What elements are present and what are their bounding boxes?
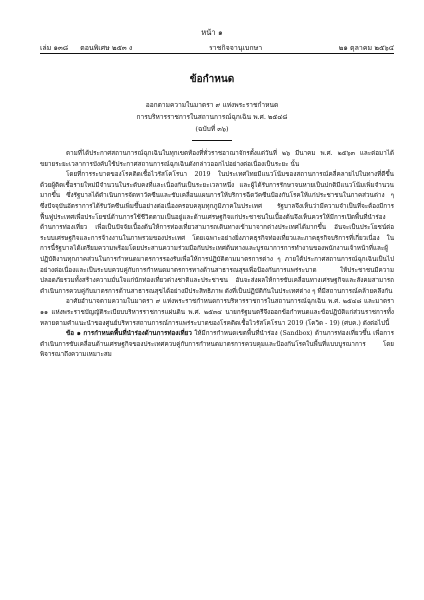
subtitle-line-3: (ฉบับที่ ๓๖): [195, 125, 229, 133]
clause-1-text: ให้มีการกำหนดเขตพื้นที่นำร่อง (Sandbox) ด้านการท่องเที่ยวขึ้น เพื่อการดำเนินการขับเคลื่อนด้านเศรษฐกิจของประเทศควบคู่กับการกำหนดมาตรการควบคุมและป้องกันโรคในพื้นที่แบบบูรณาการ โดยพิจารณาถึงความเหมาะสม: [40, 330, 394, 359]
document-title: ข้อกำหนด: [189, 74, 235, 85]
special-section: ตอนพิเศษ ๒๕๓ ง: [80, 44, 133, 52]
subtitle-line-1: ออกตามความในมาตรา ๙ แห่งพระราชกำหนด: [145, 101, 279, 109]
publish-date: ๒๑ ตุลาคม ๒๕๖๔: [338, 44, 394, 52]
clause-1-heading: ข้อ ๑ การกำหนดพื้นที่นำร่องด้านการท่องเที่ยว: [66, 330, 192, 338]
subtitle-rule: [192, 140, 232, 141]
document-body: [40, 149, 394, 361]
paragraph-rationale: โดยที่การระบาดของโรคติดเชื้อไวรัสโคโรนา 2019 ในประเทศไทยมีแนวโน้มของสถานการณ์คลี่คลายไปในทางที่ดีขึ้น ด้วยผู้ติดเชื้อรายใหม่มีจำนวนในระดับคงที่และเนื่องกันเป็นระยะเวลาหนึ่ง และผู้ได้รับการรักษาจนหายเป็นปกติมีแนวโน้มเพิ่มจำนวนมากขึ้น ซึ่งรัฐบาลได้ดำเนินการจัดหาวัคซีนและขับเคลื่อนแผนการให้บริการฉีดวัคซีนป้องกันโรคให้แก่ประชาชนในภาคส่วนต่าง ๆ ซึ่งปัจจุบันอัตราการได้รับวัคซีนเพิ่มขึ้นอย่างต่อเนื่องครอบคลุมทุกภูมิภาคในประเทศ รัฐบาลจึงเห็นว่ามีความจำเป็นที่จะต้องมีการฟื้นฟูประเทศเพื่อประโยชน์ด้านการใช้ชีวิตตามเป็นอยู่และด้านเศรษฐกิจแก่ประชาชนในเบื้องต้นจึงเห็นควรให้มีการเปิดพื้นที่นำร่องด้านการท่องเที่ยว เพื่อเป็นปัจจัยเบื้องต้นให้การท่องเที่ยวสามารถเดินทางเข้ามาจากต่างประเทศได้มากขึ้น อันจะเป็นประโยชน์ต่อระบบเศรษฐกิจและการจ้างงานในภาพรวมของประเทศ โดยเฉพาะอย่างยิ่งภาคธุรกิจท่องเที่ยวและภาคธุรกิจบริการที่เกี่ยวเนื่อง ในการนี้รัฐบาลได้เตรียมความพร้อมโดยประสานความร่วมมือกับประเทศต้นทางและบูรณาการการทำงานของพนักงานเจ้าหน้าที่และผู้ปฏิบัติงานทุกภาคส่วนในการกำหนดมาตรการรองรับเพื่อให้การปฏิบัติตามมาตรการต่าง ๆ ภายใต้ประกาศสถานการณ์ฉุกเฉินเป็นไปอย่างต่อเนื่องและเป็นระบบควบคู่กับการกำหนดมาตรการทางด้านสาธารณสุขเพื่อป้องกันการแพร่ระบาด ให้ประชาชนมีความปลอดภัยรวมทั้งสร้างความมั่นใจแก่นักท่องเที่ยวต่างชาติและประชาชน อันจะส่งผลให้การขับเคลื่อนทางเศรษฐกิจและสังคมสามารถดำเนินการควบคู่กับมาตรการด้านสาธารณสุขได้อย่างมีประสิทธิภาพ ดังที่เป็นปฏิบัติกันในประเทศต่าง ๆ ที่มีสถานการณ์คล้ายคลึงกัน: [40, 171, 394, 295]
header-rule: [40, 53, 394, 54]
gazette-name: ราชกิจจานุเบกษา: [208, 44, 263, 52]
paragraph-preamble: ตามที่ได้ประกาศสถานการณ์ฉุกเฉินในทุกเขตท้องที่ทั่วราชอาณาจักรตั้งแต่วันที่ ๒๖ มีนาคม พ.ศ. ๒๕๖๓ และต่อมาได้ขยายระยะเวลาการบังคับใช้ประกาศสถานการณ์ฉุกเฉินดังกล่าวออกไปอย่างต่อเนื่องเป็นระยะ นั้น: [40, 150, 394, 168]
volume-number: เล่ม ๑๓๘: [40, 44, 69, 52]
subtitle-line-2: การบริหารราชการในสถานการณ์ฉุกเฉิน พ.ศ. ๒๕๔๘: [136, 113, 288, 121]
page-number: หน้า ๑: [201, 28, 223, 37]
clause-1: [40, 329, 394, 361]
paragraph-authority: อาศัยอำนาจตามความในมาตรา ๙ แห่งพระราชกำหนดการบริหารราชการในสถานการณ์ฉุกเฉิน พ.ศ. ๒๕๔๘ และมาตรา ๑๑ แห่งพระราชบัญญัติระเบียบบริหารราชการแผ่นดิน พ.ศ. ๒๕๓๔ นายกรัฐมนตรีจึงออกข้อกำหนดและข้อปฏิบัติแก่ส่วนราชการทั้งหลายตามคำแนะนำของศูนย์บริหารสถานการณ์การแพร่ระบาดของโรคติดเชื้อไวรัสโคโรนา 2019 (โควิด - 19) (ศบค.) ดังต่อไปนี้: [40, 298, 394, 327]
